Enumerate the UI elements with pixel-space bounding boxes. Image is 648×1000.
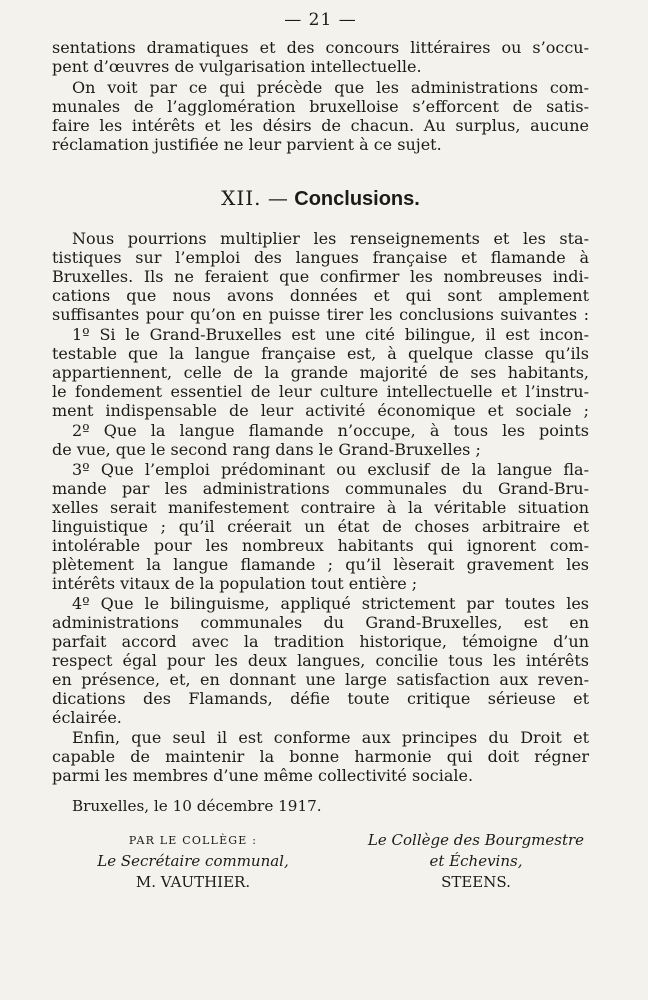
text-line: Enfin, que seul il est conforme aux principes du Droit et <box>72 728 589 747</box>
signature-name: STEENS. <box>441 873 511 891</box>
document-page <box>52 10 589 893</box>
section-dash: — <box>267 186 288 210</box>
text-line: éclairée. <box>52 708 122 727</box>
conclusion-point-1 <box>52 325 589 420</box>
text-line: intolérable pour les nombreux habitants qui ignorent com- <box>52 536 589 555</box>
administrations-paragraph <box>52 78 589 154</box>
text-line: suffisantes pour qu’on en puisse tirer les conclusions suivantes : <box>52 305 589 324</box>
text-line: On voit par ce qui précède que les administrations com- <box>72 78 589 97</box>
signature-role: Le Secrétaire communal, <box>97 852 289 870</box>
text-line: testable que la langue française est, à quelque classe qu’ils <box>52 344 589 363</box>
text-line: linguistique ; qu’il créerait un état de choses arbitraire et <box>52 517 589 536</box>
text-line: faire les intérêts et les désirs de chacun. Au surplus, aucune <box>52 116 589 135</box>
signature-role-line1: Le Collège des Bourgmestre <box>367 831 585 849</box>
text-line: capable de maintenir la bonne harmonie qui doit régner <box>52 747 589 766</box>
text-line: mande par les administrations communales du Grand-Bru- <box>52 479 589 498</box>
text-line: intérêts vitaux de la population tout entière ; <box>52 574 418 593</box>
text-line: tistiques sur l’emploi des langues française et flamande à <box>52 248 589 267</box>
conclusion-point-3 <box>52 460 589 593</box>
intro-paragraph <box>52 38 589 76</box>
section-number: XII. <box>221 186 262 210</box>
signature-heading: PAR LE COLLÈGE : <box>128 834 258 847</box>
text-line: plètement la langue flamande ; qu’il lèserait gravement les <box>52 555 589 574</box>
signature-right <box>351 830 601 893</box>
text-line: xelles serait manifestement contraire à la véritable situation <box>52 498 589 517</box>
text-line: 1º Si le Grand-Bruxelles est une cité bilingue, il est incon- <box>72 325 589 344</box>
text-line: administrations communales du Grand-Bruxelles, est en <box>52 613 589 632</box>
text-line: Bruxelles. Ils ne feraient que confirmer les nombreuses indi- <box>52 267 589 286</box>
signature-name: M. VAUTHIER. <box>135 873 251 891</box>
signature-left <box>68 830 318 893</box>
text-line: appartiennent, celle de la grande majorité de ses habitants, <box>52 363 589 382</box>
text-line: en présence, et, en donnant une large satisfaction aux reven- <box>52 670 589 689</box>
text-line: pent d’œuvres de vulgarisation intellectuelle. <box>52 57 422 76</box>
text-line: le fondement essentiel de leur culture intellectuelle et l’instru- <box>52 382 589 401</box>
text-line: parfait accord avec la tradition historique, témoigne d’un <box>52 632 589 651</box>
text-line: 2º Que la langue flamande n’occupe, à tous les points <box>72 421 589 440</box>
page-number: — 21 — <box>284 10 357 30</box>
section-title: Conclusions. <box>294 188 420 210</box>
text-line: respect égal pour les deux langues, concilie tous les intérêts <box>52 651 589 670</box>
text-line: dications des Flamands, défie toute critique sérieuse et <box>52 689 589 708</box>
text-line: de vue, que le second rang dans le Grand-Bruxelles ; <box>52 440 481 459</box>
text-line: munales de l’agglomération bruxelloise s’efforcent de satis- <box>52 97 589 116</box>
final-paragraph <box>52 728 589 785</box>
conclusion-point-2 <box>52 421 589 459</box>
text-line: parmi les membres d’une même collectivité sociale. <box>52 766 474 785</box>
text-line: 4º Que le bilinguisme, appliqué strictement par toutes les <box>72 594 589 613</box>
text-line: sentations dramatiques et des concours littéraires ou s’occu- <box>52 38 589 57</box>
section-heading <box>52 186 589 211</box>
text-line: 3º Que l’emploi prédominant ou exclusif de la langue fla- <box>72 460 589 479</box>
text-line: réclamation justifiée ne leur parvient à ce sujet. <box>52 135 442 154</box>
text-line: ment indispensable de leur activité économique et sociale ; <box>52 401 589 420</box>
conclusion-point-4 <box>52 594 589 727</box>
signature-block <box>52 830 589 893</box>
text-line: cations que nous avons données et qui sont amplement <box>52 286 589 305</box>
date-line: Bruxelles, le 10 décembre 1917. <box>72 797 322 815</box>
text-line: Nous pourrions multiplier les renseignements et les sta- <box>72 229 589 248</box>
signature-role-line2: et Échevins, <box>429 852 523 870</box>
conclusions-intro-paragraph <box>52 229 589 324</box>
